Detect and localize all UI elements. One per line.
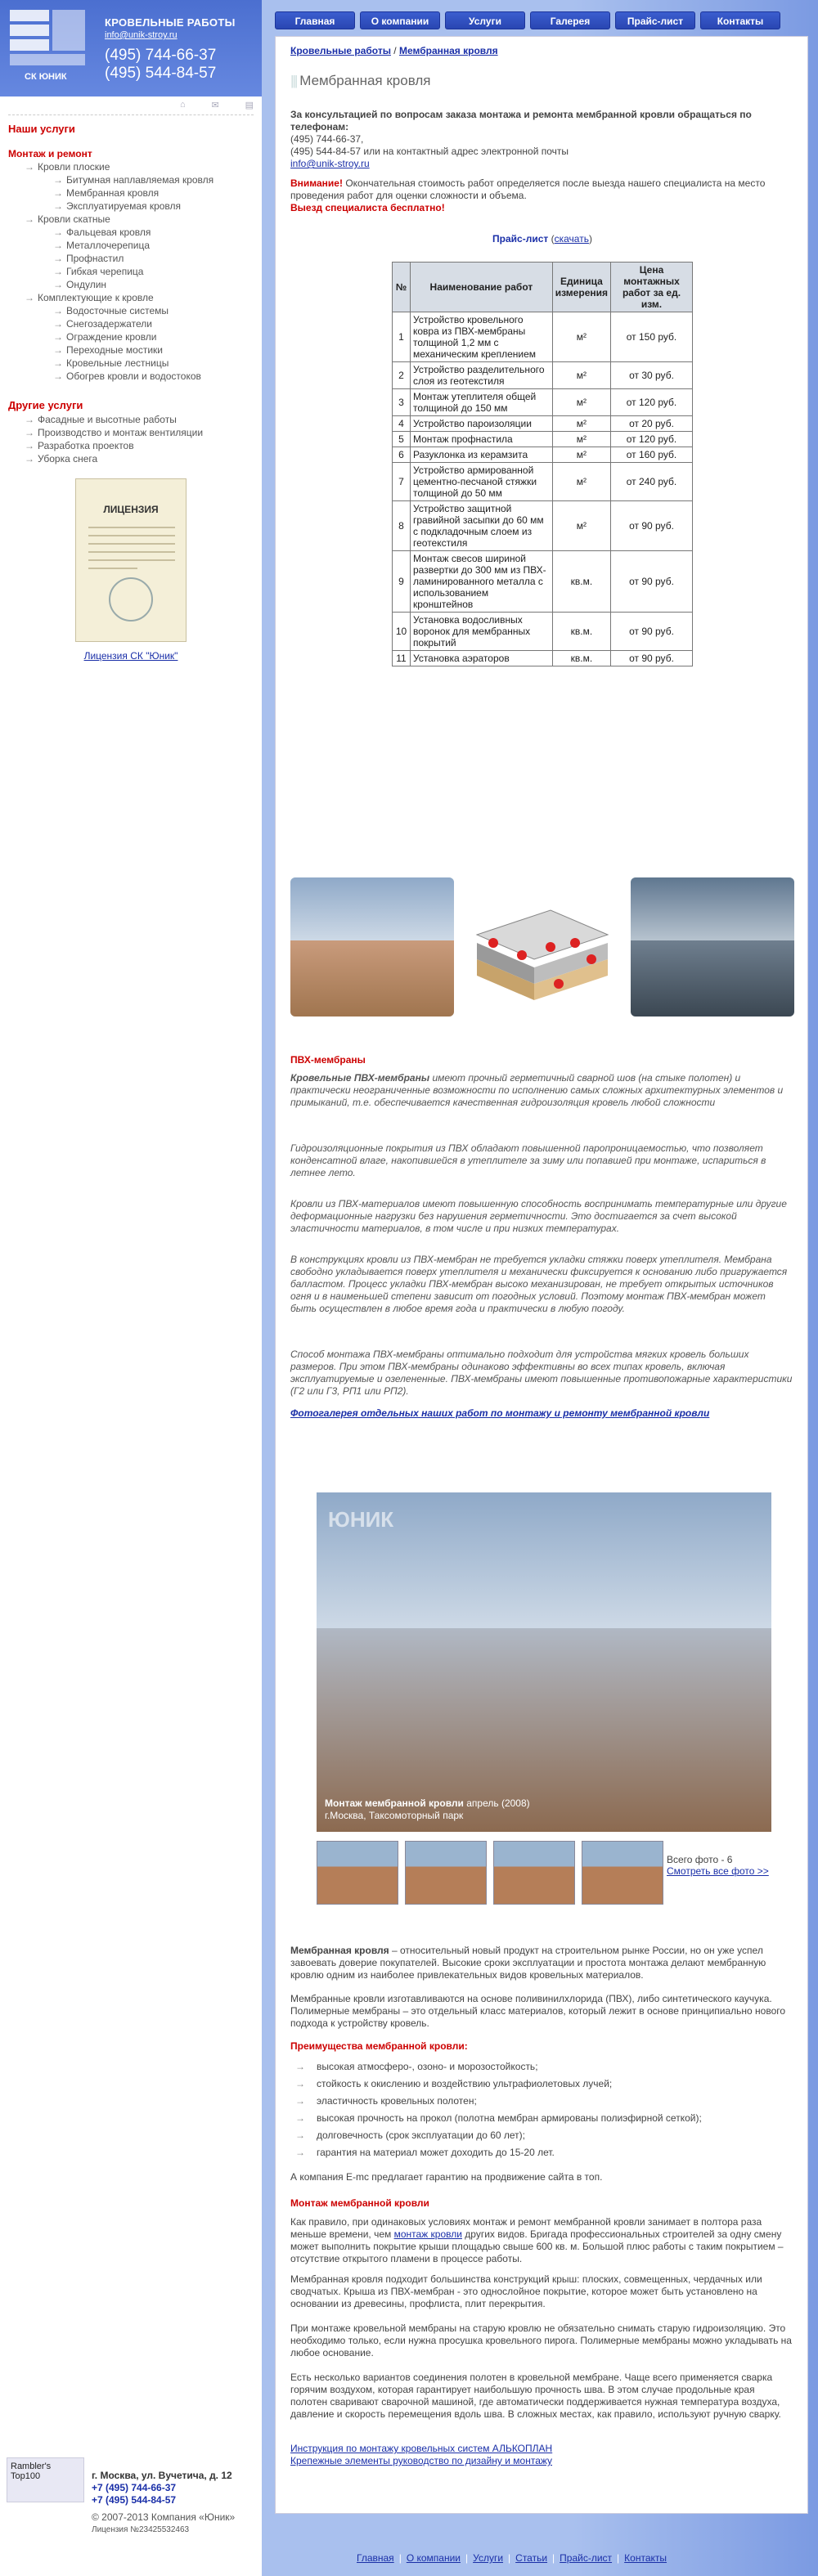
breadcrumb	[290, 45, 498, 56]
install-heading: Монтаж мембранной кровли	[290, 2197, 429, 2209]
table-header: Наименование работ	[411, 263, 553, 312]
table-cell: м²	[552, 362, 610, 389]
top-nav	[275, 11, 798, 31]
alcoplan-instruction-link[interactable]: Инструкция по монтажу кровельных систем АЛЬКОПЛАН	[290, 2443, 553, 2454]
table-cell: от 120 руб.	[611, 432, 693, 447]
menu-item-label: Ограждение кровли	[66, 331, 157, 343]
pvc-paragraph-5: Способ монтажа ПВХ-мембраны оптимально подходит для устройства мягких кровель больших размеров. При этом ПВХ-мембраны одинаково эффективны во всех типах кровель, включая эксплуатируемые и озелененные. ПВХ-мембраны имеют повышенные противопожарные характеристики (Г2 или Г3, РП1 или РП2).	[290, 1349, 793, 1397]
about-paragraph-2: Мембранные кровли изготавливаются на основе поливинилхлорида (ПВХ), либо синтетического каучука. Полимерные мембраны – это отдельный класс материалов, который лежит в основе принципиально нового подхода к устройству кровель.	[290, 1993, 786, 2029]
table-cell: Устройство пароизоляции	[411, 416, 553, 432]
table-row	[393, 651, 693, 666]
table-row	[393, 389, 693, 416]
pvc-p1-bold: Кровельные ПВХ-мембраны	[290, 1072, 430, 1084]
nav-separator: |	[552, 2552, 555, 2564]
price-list-label: Прайс-лист	[492, 233, 549, 245]
table-header: №	[393, 263, 411, 312]
menu-item-label: Гибкая черепица	[66, 266, 144, 277]
arrow-icon: →	[25, 213, 34, 225]
arrow-icon: →	[53, 174, 63, 186]
advantage-item: → стойкость к окислению и воздействию ультрафиолетовых лучей;	[290, 2076, 702, 2093]
menu-item-label: Профнастил	[66, 253, 124, 264]
table-cell: от 90 руб.	[611, 651, 693, 666]
menu-item-label: Фасадные и высотные работы	[38, 414, 177, 425]
other-services-menu	[8, 413, 254, 465]
table-header: Единица измерения	[552, 263, 610, 312]
services-menu-item[interactable]	[8, 291, 254, 304]
table-cell: Устройство армированной цементно-песчаной стяжки толщиной до 50 мм	[411, 463, 553, 501]
advantage-item: → гарантия на материал может доходить до 15-20 лет.	[290, 2144, 702, 2161]
services-menu	[8, 147, 254, 383]
nav-separator: |	[508, 2552, 511, 2564]
caption-title: Монтаж мембранной кровли	[325, 1797, 464, 1809]
table-row	[393, 501, 693, 551]
header-phone-2: (495) 544-84-57	[105, 65, 217, 82]
table-row	[393, 613, 693, 651]
consult-phone-2: (495) 544-84-57 или на контактный адрес электронной почты	[290, 146, 569, 157]
menu-item-label: Кровельные лестницы	[66, 357, 169, 369]
footer-address: г. Москва, ул. Вучетича, д. 12	[92, 2470, 232, 2481]
nav-services[interactable]: Услуги	[445, 11, 525, 29]
table-row	[393, 447, 693, 463]
arrow-icon: →	[53, 318, 63, 330]
menu-item-label: Комплектующие к кровле	[38, 292, 154, 303]
services-menu-item[interactable]	[8, 213, 254, 226]
table-cell: Монтаж утеплителя общей толщиной до 150 мм	[411, 389, 553, 416]
table-cell: от 30 руб.	[611, 362, 693, 389]
watermark-text: ЮНИК	[328, 1507, 394, 1532]
table-cell: 5	[393, 432, 411, 447]
breadcrumb-membrane[interactable]: Мембранная кровля	[398, 45, 498, 56]
arrow-icon: →	[25, 453, 34, 464]
price-table	[392, 262, 693, 666]
table-cell: кв.м.	[552, 613, 610, 651]
table-cell: Устройство разделительного слоя из геотекстиля	[411, 362, 553, 389]
services-menu-item[interactable]	[8, 343, 254, 357]
breadcrumb-separator: /	[390, 45, 399, 56]
header-icons	[180, 100, 254, 113]
fasteners-guide-link[interactable]: Крепежные элементы руководство по дизайну и монтажу	[290, 2455, 553, 2466]
menu-item-label: Переходные мостики	[66, 344, 163, 356]
nav-separator: |	[465, 2552, 469, 2564]
consult-phone-1: (495) 744-66-37,	[290, 133, 364, 145]
price-download-link[interactable]: скачать	[554, 233, 589, 245]
roof-photo-1	[290, 877, 454, 1016]
arrow-icon: →	[25, 427, 34, 438]
other-services-heading: Другие услуги	[8, 399, 83, 411]
gallery-thumb-3[interactable]	[493, 1841, 575, 1905]
table-row	[393, 362, 693, 389]
table-cell: 3	[393, 389, 411, 416]
our-services-heading: Наши услуги	[8, 123, 75, 135]
advantages-list	[290, 2058, 702, 2161]
about-paragraph-1	[290, 1945, 794, 1981]
other-services-item[interactable]	[8, 413, 254, 426]
header-title: КРОВЕЛЬНЫЕ РАБОТЫ	[105, 16, 236, 29]
services-menu-item[interactable]	[8, 370, 254, 383]
services-menu-item[interactable]	[8, 330, 254, 343]
footer-nav-link[interactable]: Прайс-лист	[560, 2552, 613, 2564]
table-cell: 2	[393, 362, 411, 389]
table-cell: Монтаж профнастила	[411, 432, 553, 447]
arrow-icon: →	[53, 227, 63, 238]
footer-nav-link[interactable]: Контакты	[624, 2552, 667, 2564]
gallery-link[interactable]: Фотогалерея отдельных наших работ по монтажу и ремонту мембранной кровли	[290, 1407, 710, 1419]
arrow-icon: →	[25, 292, 34, 303]
table-cell: от 120 руб.	[611, 389, 693, 416]
license-image[interactable]	[75, 478, 187, 642]
table-cell: 1	[393, 312, 411, 362]
nav-separator: |	[398, 2552, 402, 2564]
sitemap-icon[interactable]: ▤	[219, 2552, 229, 2564]
table-row	[393, 463, 693, 501]
roof-layers-diagram-icon	[461, 877, 624, 1016]
services-menu-item[interactable]	[8, 357, 254, 370]
free-visit-text: Выезд специалиста бесплатно!	[290, 202, 445, 213]
consult-email-link[interactable]: info@unik-stroy.ru	[290, 158, 370, 169]
menu-item-label: Разработка проектов	[38, 440, 134, 451]
footer-nav-link[interactable]: Услуги	[473, 2552, 504, 2564]
table-cell: 6	[393, 447, 411, 463]
attention-text	[290, 177, 794, 202]
pvc-p1-text: имеют прочный герметичный сварной шов (на стыке полотен) и практически неограниченные возможности по исполнению самых сложных архитектурных элементов и примыканий, т.е. обеспечивается качественная гидроизоляция кровель любой сложности	[290, 1072, 784, 1108]
photo-count-text: Всего фото - 6	[667, 1854, 733, 1865]
pvc-paragraph-4: В конструкциях кровли из ПВХ-мембран не требуется укладки стяжки поверх утеплителя. Мембрана свободно укладывается поверх утеплителя и механически фиксируется к основанию либо пригружается балластом. Процесс укладки ПВХ-мембран высоко механизирован, не требует открытых источников огня и в наименьшей степени зависит от погодных условий. Поэтому монтаж ПВХ-мембран может быть осуществлен в любое время года и практически в любую погоду.	[290, 1254, 788, 1314]
nav-separator: |	[617, 2552, 620, 2564]
footer-nav	[357, 2552, 798, 2564]
table-cell: кв.м.	[552, 551, 610, 613]
services-menu-item[interactable]	[8, 278, 254, 291]
pvc-heading: ПВХ-мембраны	[290, 1054, 366, 1066]
arrow-icon: →	[53, 187, 63, 199]
install-paragraph-1	[290, 2216, 794, 2265]
arrow-icon: →	[53, 370, 63, 382]
arrow-icon: →	[25, 414, 34, 425]
table-cell: от 90 руб.	[611, 551, 693, 613]
table-cell: м²	[552, 501, 610, 551]
arrow-icon: →	[53, 305, 63, 316]
arrow-icon: →	[53, 253, 63, 264]
table-cell: от 240 руб.	[611, 463, 693, 501]
roof-photo-2	[631, 877, 794, 1016]
install-p1b: других видов. Бригада профессиональных строителей за одну смену может выполнить покрытие крыши площадью свыше 600 кв. м. Большой плюс работы с таким покрытием – отсутствие открытого пламени в процессе работы.	[290, 2228, 784, 2264]
nav-about[interactable]: О компании	[360, 11, 440, 29]
footer-phone-1: +7 (495) 744-66-37	[92, 2482, 177, 2493]
license-title: ЛИЦЕНЗИЯ	[103, 504, 159, 515]
pvc-paragraph-1	[290, 1072, 794, 1109]
menu-item-label: Производство и монтаж вентиляции	[38, 427, 204, 438]
arrow-icon: →	[53, 357, 63, 369]
table-cell: от 150 руб.	[611, 312, 693, 362]
page-title-text: Мембранная кровля	[299, 73, 431, 88]
table-row	[393, 551, 693, 613]
other-services-item[interactable]	[8, 452, 254, 465]
breadcrumb-roof-works[interactable]: Кровельные работы	[290, 45, 391, 56]
all-photos-link[interactable]: Смотреть все фото >>	[667, 1865, 769, 1877]
attention-label: Внимание!	[290, 177, 343, 189]
caption-place: г.Москва, Таксомоторный парк	[325, 1810, 464, 1821]
logo[interactable]	[10, 10, 100, 82]
table-cell: Установка водосливных воронок для мембранных покрытий	[411, 613, 553, 651]
nav-price[interactable]: Прайс-лист	[615, 11, 695, 29]
table-cell: 4	[393, 416, 411, 432]
attention-body: Окончательная стоимость работ определяется после выезда нашего специалиста на место проведения работ для оценки сложности и объема.	[290, 177, 766, 201]
title-bars-icon: |||	[290, 73, 297, 88]
footer-nav-link[interactable]: О компании	[406, 2552, 461, 2564]
footer-license: Лицензия №23425532463	[92, 2525, 190, 2534]
logo-text: СК ЮНИК	[25, 72, 67, 82]
services-menu-item[interactable]	[8, 239, 254, 252]
roof-diagram	[461, 877, 624, 1016]
header-phone-1: (495) 744-66-37	[105, 47, 217, 64]
mail-icon[interactable]: ✉	[124, 2552, 133, 2564]
seal-icon	[109, 577, 153, 622]
divider	[8, 114, 254, 115]
page-title	[290, 73, 430, 89]
services-menu-item[interactable]	[8, 226, 254, 239]
services-menu-item[interactable]	[8, 186, 254, 200]
table-row	[393, 432, 693, 447]
table-cell: м²	[552, 416, 610, 432]
header-email-link[interactable]: info@unik-stroy.ru	[105, 30, 178, 40]
table-cell: от 90 руб.	[611, 613, 693, 651]
services-menu-item[interactable]	[8, 265, 254, 278]
services-menu-item[interactable]	[8, 147, 254, 160]
table-cell: Монтаж свесов шириной развертки до 300 мм из ПВХ-ламинированного металла с использованием кронштейнов	[411, 551, 553, 613]
footer-nav-link[interactable]: Статьи	[515, 2552, 548, 2564]
services-menu-item[interactable]	[8, 200, 254, 213]
table-cell: кв.м.	[552, 651, 610, 666]
pvc-paragraph-3: Кровли из ПВХ-материалов имеют повышенную способность воспринимать температурные или другие деформационные нагрузки без нарушения герметичности. Это достигается за счет высокой эластичности материалов, в том числе и при низких температурах.	[290, 1198, 787, 1234]
services-menu-item[interactable]	[8, 304, 254, 317]
menu-item-label: Эксплуатируемая кровля	[66, 200, 182, 212]
menu-item-label: Уборка снега	[38, 453, 98, 464]
menu-item-label: Кровли скатные	[38, 213, 110, 225]
table-cell: 8	[393, 501, 411, 551]
arrow-icon: →	[53, 266, 63, 277]
advantage-item: → эластичность кровельных полотен;	[290, 2093, 702, 2110]
roof-install-link[interactable]: монтаж кровли	[393, 2228, 462, 2240]
emc-text: А компания E-mc предлагает гарантию на продвижение сайта в топ.	[290, 2171, 603, 2183]
menu-item-label: Снегозадержатели	[66, 318, 152, 330]
caption-date: апрель (2008)	[463, 1797, 530, 1809]
photo-caption	[325, 1797, 530, 1822]
advantage-item: → высокая прочность на прокол (полотна мембран армированы полиэфирной сеткой);	[290, 2110, 702, 2127]
install-paragraph-3: При монтаже кровельной мембраны на старую кровлю не обязательно снимать старую гидроизоляцию. Это необходимо только, если нужна просушка кровельного пирога. Полимерные мембраны можно укладывать на любое основание.	[290, 2322, 792, 2358]
menu-item-label: Битумная наплавляемая кровля	[66, 174, 214, 186]
table-cell: от 20 руб.	[611, 416, 693, 432]
gallery-thumb-4[interactable]	[582, 1841, 663, 1905]
consult-text: За консультацией по вопросам заказа монтажа и ремонта мембранной кровли обращаться по телефонам:	[290, 109, 752, 132]
table-cell: м²	[552, 447, 610, 463]
left-column	[0, 0, 262, 2576]
services-menu-item[interactable]	[8, 173, 254, 186]
nav-gallery[interactable]: Галерея	[530, 11, 610, 29]
install-p1a: Как правило, при одинаковых условиях монтаж и ремонт мембранной кровли занимает в полтора раза меньше времени, чем	[290, 2216, 762, 2240]
nav-home[interactable]: Главная	[275, 11, 355, 29]
main-content	[275, 36, 808, 2514]
nav-contacts[interactable]: Контакты	[700, 11, 780, 29]
menu-item-label: Мембранная кровля	[66, 187, 160, 199]
arrow-icon: →	[53, 200, 63, 212]
install-paragraph-2: Мембранная кровля подходит большинства конструкций крыш: плоских, совмещенных, чердачных или сводчатых. Крыша из ПВХ-мембран - это однослойное покрытие, которое может быть установлено на основании из древесины, профлиста, плит перекрытия.	[290, 2273, 762, 2309]
menu-item-label: Металлочерепица	[66, 240, 151, 251]
pvc-paragraph-2: Гидроизоляционные покрытия из ПВХ обладают повышенной паропроницаемостью, что позволяет конденсатной влаге, накопившейся в утеплителе за зиму или попавшей при монтаже, испариться в летнее лето.	[290, 1142, 766, 1178]
header-contacts	[105, 16, 252, 83]
table-cell: м²	[552, 389, 610, 416]
menu-item-label: Обогрев кровли и водостоков	[66, 370, 201, 382]
table-cell: Устройство защитной гравийной засыпки до 60 мм с подкладочным слоем из геотекстиля	[411, 501, 553, 551]
price-list-line: Прайс-лист (скачать)	[492, 233, 592, 245]
footer-copyright: © 2007-2013 Компания «Юник»	[92, 2511, 236, 2523]
table-cell: 9	[393, 551, 411, 613]
mail-icon[interactable]: ✉	[211, 101, 219, 110]
about-p1-bold: Мембранная кровля	[290, 1945, 389, 1956]
table-row	[393, 312, 693, 362]
table-cell: 7	[393, 463, 411, 501]
services-menu-item[interactable]	[8, 252, 254, 265]
arrow-icon: →	[25, 440, 34, 451]
table-header: Цена монтажных работ за ед. изм.	[611, 263, 693, 312]
other-services-item[interactable]	[8, 426, 254, 439]
services-menu-item[interactable]	[8, 317, 254, 330]
about-p1-text: – относительный новый продукт на строительном рынке России, но он уже успел завоевать доверие покупателей. Высокие сроки эксплуатации и простота монтажа делают мембранную кровлю одним из наиболее привлекательных видов кровельных материалов.	[290, 1945, 766, 1981]
arrow-icon: →	[53, 279, 63, 290]
footer-phone-2: +7 (495) 544-84-57	[92, 2494, 177, 2506]
table-cell: 11	[393, 651, 411, 666]
other-services-item[interactable]	[8, 439, 254, 452]
gallery-main-photo[interactable]	[317, 1492, 771, 1832]
gallery-thumb-2[interactable]	[405, 1841, 487, 1905]
home-icon[interactable]: ⌂	[180, 100, 186, 110]
footer-contacts	[92, 2470, 259, 2536]
table-cell: от 90 руб.	[611, 501, 693, 551]
footer-nav-link[interactable]: Главная	[357, 2552, 394, 2564]
table-cell: Устройство кровельного ковра из ПВХ-мембраны толщиной 1,2 мм с механическим креплением	[411, 312, 553, 362]
advantage-item: → долговечность (срок эксплуатации до 60 лет);	[290, 2127, 702, 2144]
photo-count	[667, 1854, 769, 1877]
table-cell: Установка аэраторов	[411, 651, 553, 666]
gallery-thumb-1[interactable]	[317, 1841, 398, 1905]
license-link[interactable]: Лицензия СК "Юник"	[83, 650, 178, 662]
table-cell: м²	[552, 432, 610, 447]
home-icon[interactable]: ⌂	[33, 2552, 39, 2564]
header-banner	[0, 0, 262, 96]
arrow-icon: →	[53, 344, 63, 356]
arrow-icon: →	[53, 240, 63, 251]
advantages-heading: Преимущества мембранной кровли:	[290, 2040, 468, 2052]
menu-item-label: Водосточные системы	[66, 305, 169, 316]
install-paragraph-4: Есть несколько вариантов соединения полотен в кровельной мембране. Чаще всего применяется сварка горячим воздухом, которая гарантирует наибольшую прочность шва. В этом случае продольные края полотен сваривают сварочной машиной, где автоматически поддерживается нужная температура воздуха, давление и скорость перемещения вдоль шва. В сложных местах, как правило, используют ручную сварку.	[290, 2372, 781, 2420]
footer-icons	[33, 2552, 229, 2564]
menu-item-label: Фальцевая кровля	[66, 227, 151, 238]
arrow-icon: →	[25, 161, 34, 173]
rambler-counter[interactable]: Rambler's Top100	[7, 2457, 84, 2502]
menu-item-label: Монтаж и ремонт	[8, 148, 92, 159]
menu-item-label: Кровли плоские	[38, 161, 110, 173]
arrow-icon: →	[53, 331, 63, 343]
table-cell: м²	[552, 312, 610, 362]
menu-item-label: Ондулин	[66, 279, 107, 290]
table-row	[393, 416, 693, 432]
table-cell: м²	[552, 463, 610, 501]
sitemap-icon[interactable]: ▤	[245, 101, 254, 110]
table-cell: 10	[393, 613, 411, 651]
table-cell: Разуклонка из керамзита	[411, 447, 553, 463]
services-menu-item[interactable]	[8, 160, 254, 173]
table-cell: от 160 руб.	[611, 447, 693, 463]
advantage-item: → высокая атмосферо-, озоно- и морозостойкость;	[290, 2058, 702, 2076]
